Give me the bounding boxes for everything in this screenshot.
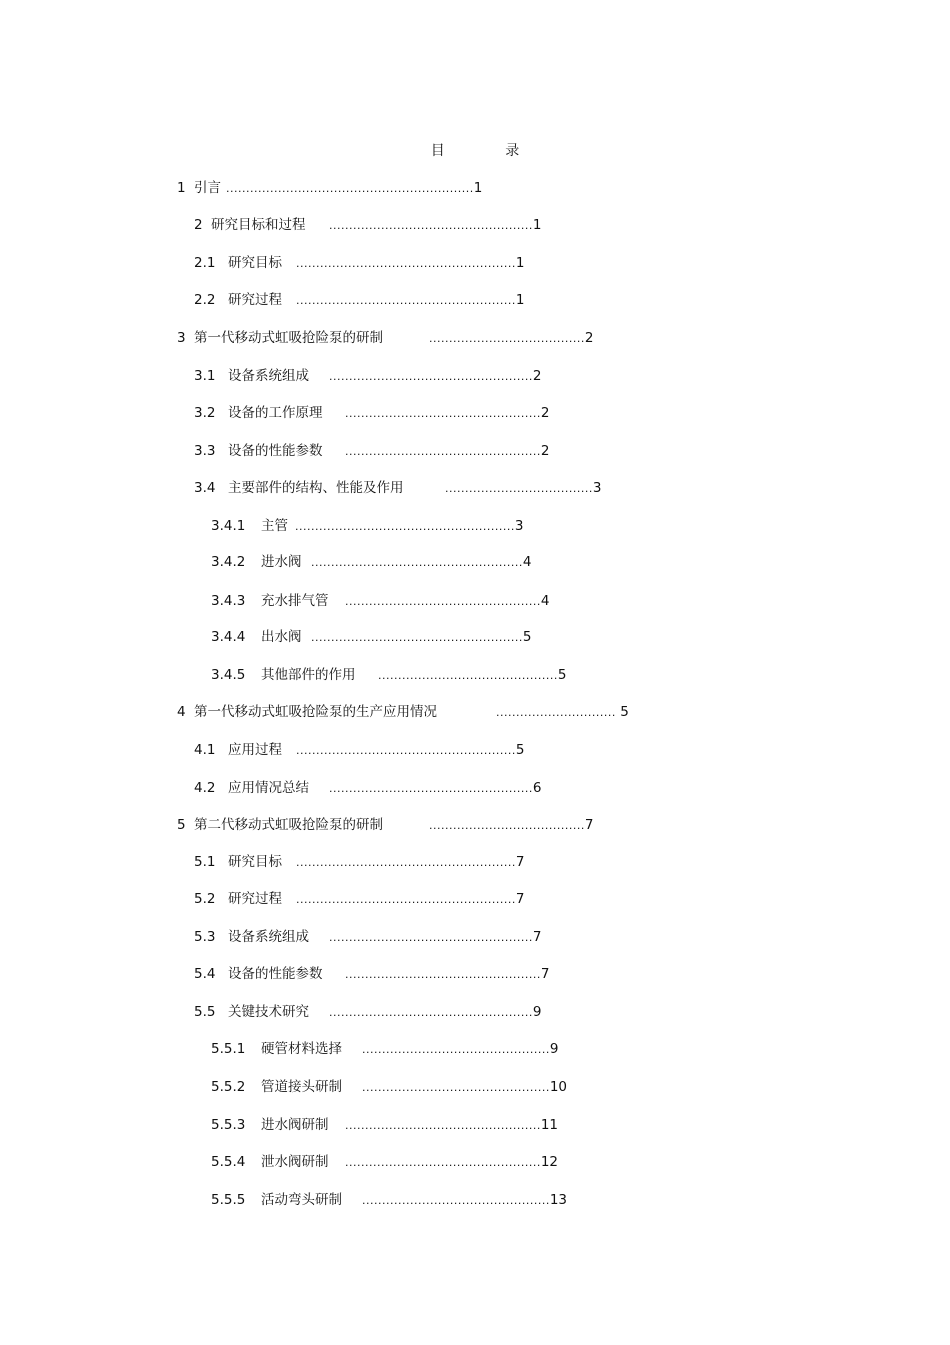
toc-entry-label: 进水阀 (261, 554, 302, 570)
toc-entry-page: 2 (540, 405, 550, 421)
toc-entry-number: 4.1 (194, 742, 216, 758)
toc-entry-5-3[interactable] (194, 928, 541, 946)
toc-entry-number: 1 (177, 180, 186, 196)
toc-entry-page: 10 (549, 1079, 568, 1095)
toc-entry-label: 设备系统组成 (228, 368, 309, 384)
toc-entry-2[interactable] (194, 216, 541, 234)
toc-entry-page: 4 (540, 593, 550, 609)
toc-entry-leader: ....................................................... (296, 856, 516, 869)
toc-entry-leader: ................................................. (345, 968, 541, 981)
toc-entry-page: 7 (540, 966, 550, 982)
toc-entry-page: 5 (557, 667, 567, 683)
toc-entry-leader: ............................................. (378, 669, 558, 682)
toc-entry-leader: ....................................................... (295, 520, 515, 533)
toc-entry-number: 5.5.4 (211, 1154, 246, 1170)
toc-entry-page: 7 (532, 929, 542, 945)
toc-entry-5-2[interactable] (194, 890, 524, 908)
toc-entry-3-4-4[interactable] (211, 628, 531, 646)
toc-entry-page: 12 (540, 1154, 559, 1170)
toc-entry-label: 研究过程 (228, 891, 282, 907)
toc-entry-leader: ....................................................... (296, 893, 516, 906)
toc-entry-page: 9 (549, 1041, 559, 1057)
toc-entry-number: 3.4.5 (211, 667, 246, 683)
toc-entry-number: 5.3 (194, 929, 216, 945)
toc-entry-number: 2 (194, 217, 203, 233)
toc-entry-4-2[interactable] (194, 779, 541, 797)
toc-entry-label: 关键技术研究 (228, 1004, 309, 1020)
toc-entry-label: 活动弯头研制 (261, 1192, 342, 1208)
toc-entry-5-5[interactable] (194, 1003, 541, 1021)
toc-entry-label: 研究目标和过程 (211, 217, 306, 233)
toc-entry-5-5-4[interactable] (211, 1153, 558, 1171)
toc-entry-number: 3.4.3 (211, 593, 246, 609)
toc-entry-number: 5.4 (194, 966, 216, 982)
toc-entry-leader: ................................................. (345, 445, 541, 458)
toc-entry-page: 6 (532, 780, 542, 796)
toc-entry-5-1[interactable] (194, 853, 524, 871)
toc-entry-label: 出水阀 (261, 629, 302, 645)
toc-entry-leader: ................................................. (345, 595, 541, 608)
toc-entry-page: 1 (515, 255, 525, 271)
toc-entry-2-1[interactable] (194, 254, 524, 272)
toc-entry-leader: ..................................................... (311, 556, 523, 569)
toc-entry-label: 设备的工作原理 (228, 405, 323, 421)
toc-entry-3-4-2[interactable] (211, 553, 531, 571)
toc-entry-page: 5 (522, 629, 532, 645)
toc-entry-label: 进水阀研制 (261, 1117, 329, 1133)
toc-entry-3-4[interactable] (194, 479, 601, 497)
toc-entry-label: 研究目标 (228, 854, 282, 870)
toc-entry-5[interactable] (177, 816, 593, 834)
toc-entry-page: 1 (473, 180, 483, 196)
toc-entry-leader: ................................................... (329, 219, 533, 232)
toc-entry-5-4[interactable] (194, 965, 549, 983)
toc-entry-label: 设备的性能参数 (228, 966, 323, 982)
toc-entry-number: 5.5.3 (211, 1117, 246, 1133)
toc-entry-label: 充水排气管 (261, 593, 329, 609)
toc-entry-number: 5.5.1 (211, 1041, 246, 1057)
toc-entry-5-5-2[interactable] (211, 1078, 567, 1096)
toc-entry-number: 3.2 (194, 405, 216, 421)
toc-entry-number: 5.5.2 (211, 1079, 246, 1095)
toc-entry-number: 3.4.1 (211, 518, 246, 534)
toc-entry-3-2[interactable] (194, 404, 549, 422)
toc-entry-label: 应用过程 (228, 742, 282, 758)
toc-entry-leader: ............................................... (362, 1194, 550, 1207)
toc-entry-leader: ................................................... (329, 1006, 533, 1019)
toc-entry-number: 2.2 (194, 292, 216, 308)
toc-entry-label: 主要部件的结构、性能及作用 (228, 480, 404, 496)
toc-entry-page: 4 (522, 554, 532, 570)
toc-entry-5-5-1[interactable] (211, 1040, 558, 1058)
toc-entry-label: 硬管材料选择 (261, 1041, 342, 1057)
toc-entry-number: 5.5.5 (211, 1192, 246, 1208)
toc-entry-leader: ....................................................... (296, 294, 516, 307)
toc-entry-label: 设备的性能参数 (228, 443, 323, 459)
toc-entry-5-5-5[interactable] (211, 1191, 567, 1209)
toc-entry-leader: ................................................. (345, 1156, 541, 1169)
toc-entry-3-4-3[interactable] (211, 592, 549, 610)
toc-entry-leader: ....................................... (429, 332, 585, 345)
toc-entry-3-1[interactable] (194, 367, 541, 385)
toc-entry-4[interactable] (177, 703, 629, 721)
toc-entry-page: 7 (515, 854, 525, 870)
toc-entry-label: 研究目标 (228, 255, 282, 271)
toc-entry-3-4-1[interactable] (211, 517, 523, 535)
toc-entry-page: 3 (592, 480, 602, 496)
toc-entry-leader: ....................................... (429, 819, 585, 832)
toc-entry-number: 5.5 (194, 1004, 216, 1020)
toc-entry-number: 5 (177, 817, 186, 833)
toc-entry-5-5-3[interactable] (211, 1116, 558, 1134)
toc-entry-page: 7 (584, 817, 594, 833)
toc-entry-label: 应用情况总结 (228, 780, 309, 796)
toc-entry-leader: ................................................. (345, 407, 541, 420)
toc-entry-leader: ................................................... (329, 931, 533, 944)
toc-entry-number: 2.1 (194, 255, 216, 271)
toc-entry-3-3[interactable] (194, 442, 549, 460)
toc-entry-leader: ................................................... (329, 782, 533, 795)
toc-entry-leader: ..................................... (445, 482, 593, 495)
toc-entry-page: 13 (549, 1192, 568, 1208)
toc-entry-page: 2 (540, 443, 550, 459)
toc-entry-label: 引言 (194, 180, 221, 196)
toc-entry-3[interactable] (177, 329, 593, 347)
toc-entry-number: 4 (177, 704, 186, 720)
toc-title: 目 录 (430, 143, 548, 159)
toc-entry-leader: .............................................................. (226, 182, 474, 195)
toc-entry-1[interactable] (177, 179, 482, 197)
toc-entry-number: 5.1 (194, 854, 216, 870)
toc-entry-leader: ..................................................... (311, 631, 523, 644)
toc-entry-number: 3 (177, 330, 186, 346)
toc-entry-number: 5.2 (194, 891, 216, 907)
toc-entry-number: 4.2 (194, 780, 216, 796)
toc-entry-page: 5 (515, 742, 525, 758)
toc-entry-label: 第二代移动式虹吸抢险泵的研制 (194, 817, 383, 833)
toc-entry-page: 1 (515, 292, 525, 308)
toc-entry-number: 3.4 (194, 480, 216, 496)
toc-entry-page: 1 (532, 217, 542, 233)
toc-entry-label: 管道接头研制 (261, 1079, 342, 1095)
toc-entry-page: 7 (515, 891, 525, 907)
toc-entry-number: 3.4.4 (211, 629, 246, 645)
toc-entry-label: 设备系统组成 (228, 929, 309, 945)
toc-entry-label: 其他部件的作用 (261, 667, 356, 683)
toc-entry-3-4-5[interactable] (211, 666, 566, 684)
toc-entry-page: 9 (532, 1004, 542, 1020)
toc-entry-leader: ................................................... (329, 370, 533, 383)
toc-entry-leader: ....................................................... (296, 744, 516, 757)
toc-entry-leader: ............................................... (362, 1081, 550, 1094)
toc-entry-page: 3 (514, 518, 524, 534)
toc-entry-label: 第一代移动式虹吸抢险泵的研制 (194, 330, 383, 346)
toc-entry-leader: .............................. (496, 706, 616, 719)
toc-entry-label: 主管 (261, 518, 288, 534)
toc-entry-number: 3.3 (194, 443, 216, 459)
toc-entry-page: 11 (540, 1117, 559, 1133)
toc-entry-page: 2 (584, 330, 594, 346)
toc-entry-label: 第一代移动式虹吸抢险泵的生产应用情况 (194, 704, 437, 720)
toc-entry-leader: ............................................... (362, 1043, 550, 1056)
toc-entry-number: 3.1 (194, 368, 216, 384)
toc-entry-number: 3.4.2 (211, 554, 246, 570)
toc-entry-label: 泄水阀研制 (261, 1154, 329, 1170)
toc-entry-leader: ....................................................... (296, 257, 516, 270)
toc-entry-page: 2 (532, 368, 542, 384)
toc-entry-page: 5 (615, 704, 629, 720)
toc-entry-label: 研究过程 (228, 292, 282, 308)
toc-entry-4-1[interactable] (194, 741, 524, 759)
toc-entry-2-2[interactable] (194, 291, 524, 309)
toc-entry-leader: ................................................. (345, 1119, 541, 1132)
